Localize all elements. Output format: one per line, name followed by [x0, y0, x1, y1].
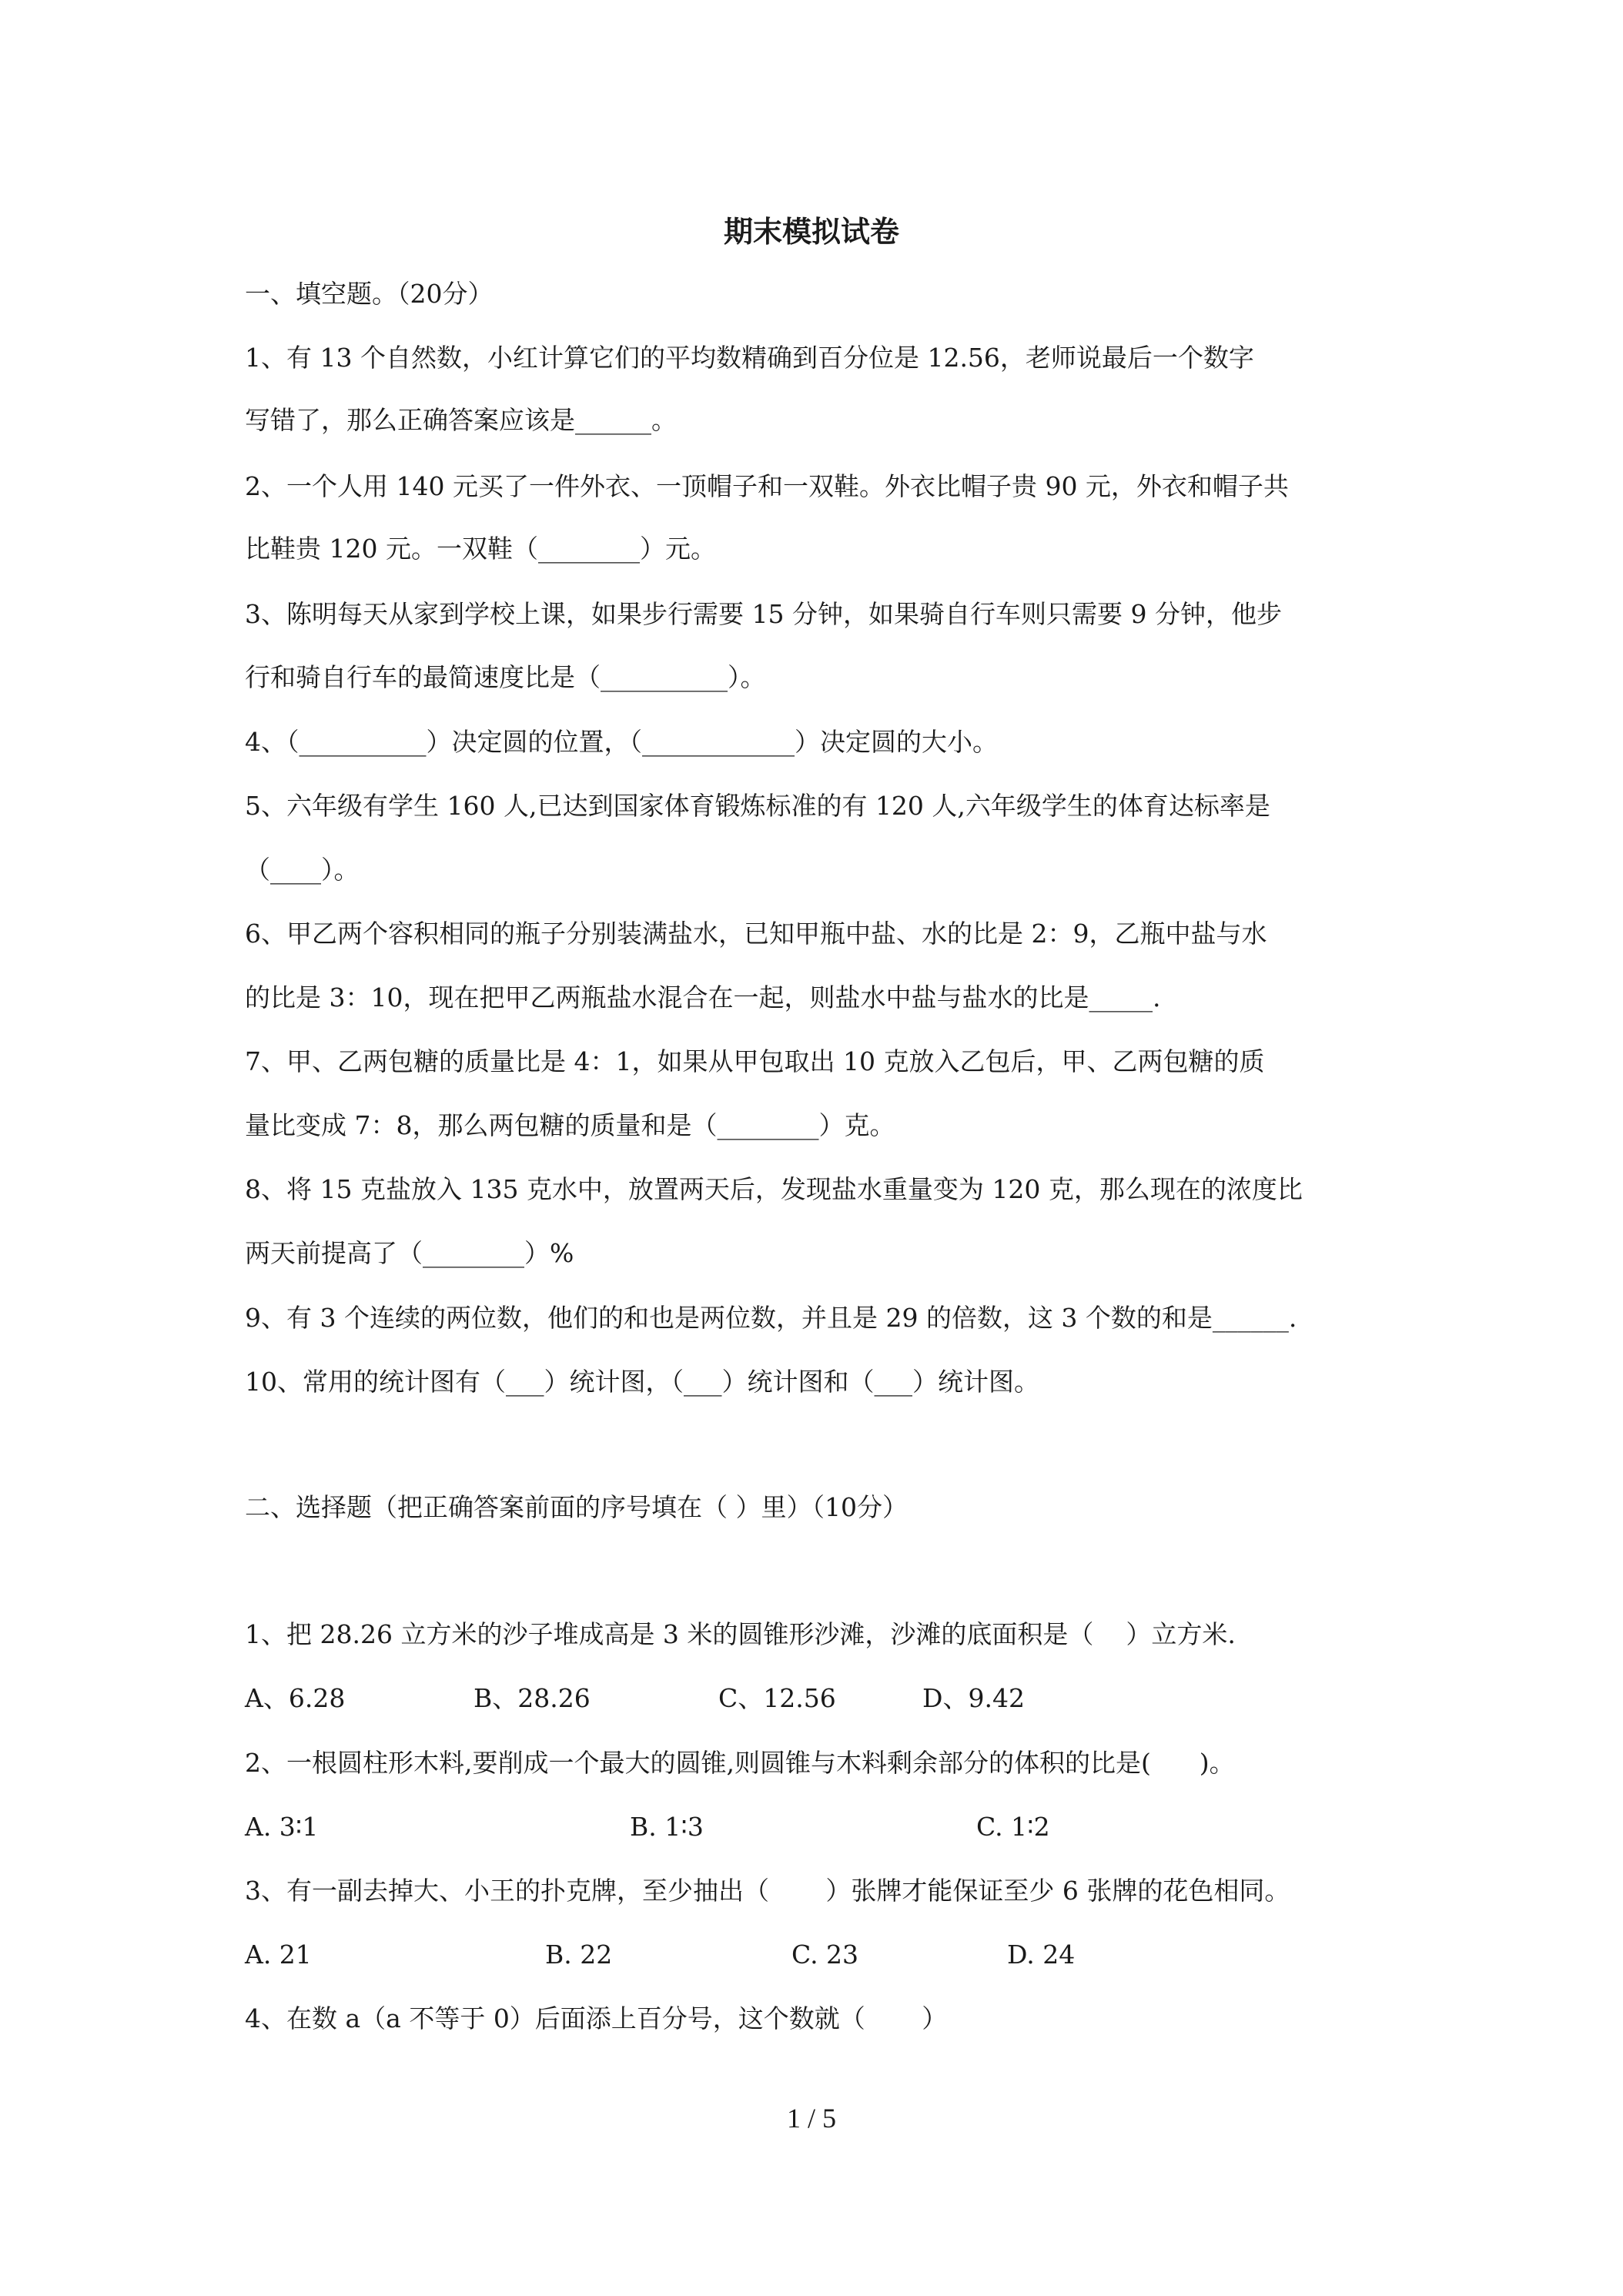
option-c: C. 1∶2 — [976, 1812, 1050, 1842]
question-4: 4、（__________）决定圆的位置，（____________）决定圆的大小。 — [245, 727, 998, 757]
question-8-line-2: 两天前提高了（________）% — [245, 1238, 574, 1268]
page-title: 期末模拟试卷 — [723, 215, 899, 249]
option-b: B、28.26 — [474, 1683, 591, 1713]
section1-heading: 一、填空题。（20分） — [245, 279, 494, 309]
option-a: A. 3∶1 — [245, 1812, 319, 1842]
question-6-line-2: 的比是 3：10，现在把甲乙两瓶盐水混合在一起，则盐水中盐与盐水的比是_____. — [245, 982, 1161, 1012]
question-5-line-1: 5、六年级有学生 160 人,已达到国家体育锻炼标准的有 120 人,六年级学生的体育达标率是 — [245, 791, 1270, 821]
choice-question-2: 2、一根圆柱形木料,要削成一个最大的圆锥,则圆锥与木料剩余部分的体积的比是( )。 — [245, 1748, 1235, 1778]
question-6-line-1: 6、甲乙两个容积相同的瓶子分别装满盐水，已知甲瓶中盐、水的比是 2：9，乙瓶中盐与水 — [245, 919, 1267, 949]
question-2-line-2: 比鞋贵 120 元。一双鞋（________）元。 — [245, 534, 716, 564]
question-5-line-2: （____）。 — [245, 855, 360, 885]
option-c: C. 23 — [791, 1940, 859, 1970]
option-d: D、9.42 — [922, 1683, 1025, 1713]
page-number: 1 / 5 — [786, 2103, 836, 2134]
question-1-line-2: 写错了，那么正确答案应该是______。 — [245, 405, 677, 435]
option-d: D. 24 — [1007, 1940, 1076, 1970]
question-7-line-2: 量比变成 7：8，那么两包糖的质量和是（________）克。 — [245, 1110, 895, 1140]
choice-question-4: 4、在数 a（a 不等于 0）后面添上百分号，这个数就（ ） — [245, 2003, 948, 2033]
question-10: 10、常用的统计图有（___）统计图，（___）统计图和（___）统计图。 — [245, 1367, 1039, 1397]
option-c: C、12.56 — [718, 1683, 836, 1713]
question-7-line-1: 7、甲、乙两包糖的质量比是 4：1，如果从甲包取出 10 克放入乙包后，甲、乙两包糖的质 — [245, 1046, 1265, 1076]
option-b: B. 1∶3 — [630, 1812, 704, 1842]
choice-question-3: 3、有一副去掉大、小王的扑克牌，至少抽出（ ）张牌才能保证至少 6 张牌的花色相同。 — [245, 1876, 1290, 1906]
choice-question-1: 1、把 28.26 立方米的沙子堆成高是 3 米的圆锥形沙滩，沙滩的底面积是（ ）立方米. — [245, 1619, 1236, 1649]
question-3-line-1: 3、陈明每天从家到学校上课，如果步行需要 15 分钟，如果骑自行车则只需要 9 分钟，他步 — [245, 599, 1282, 629]
option-a: A、6.28 — [245, 1683, 346, 1713]
question-1-line-1: 1、有 13 个自然数，小红计算它们的平均数精确到百分位是 12.56，老师说最后一个数字 — [245, 343, 1254, 373]
option-a: A. 21 — [245, 1940, 312, 1970]
question-8-line-1: 8、将 15 克盐放入 135 克水中，放置两天后，发现盐水重量变为 120 克，那么现在的浓度比 — [245, 1174, 1303, 1204]
question-3-line-2: 行和骑自行车的最简速度比是（__________）。 — [245, 662, 766, 692]
question-9: 9、有 3 个连续的两位数，他们的和也是两位数，并且是 29 的倍数，这 3 个数的和是______. — [245, 1303, 1297, 1333]
question-2-line-1: 2、一个人用 140 元买了一件外衣、一顶帽子和一双鞋。外衣比帽子贵 90 元，外衣和帽子共 — [245, 471, 1289, 501]
section2-heading: 二、选择题（把正确答案前面的序号填在（ ）里）（10分） — [245, 1492, 908, 1522]
option-b: B. 22 — [545, 1940, 613, 1970]
